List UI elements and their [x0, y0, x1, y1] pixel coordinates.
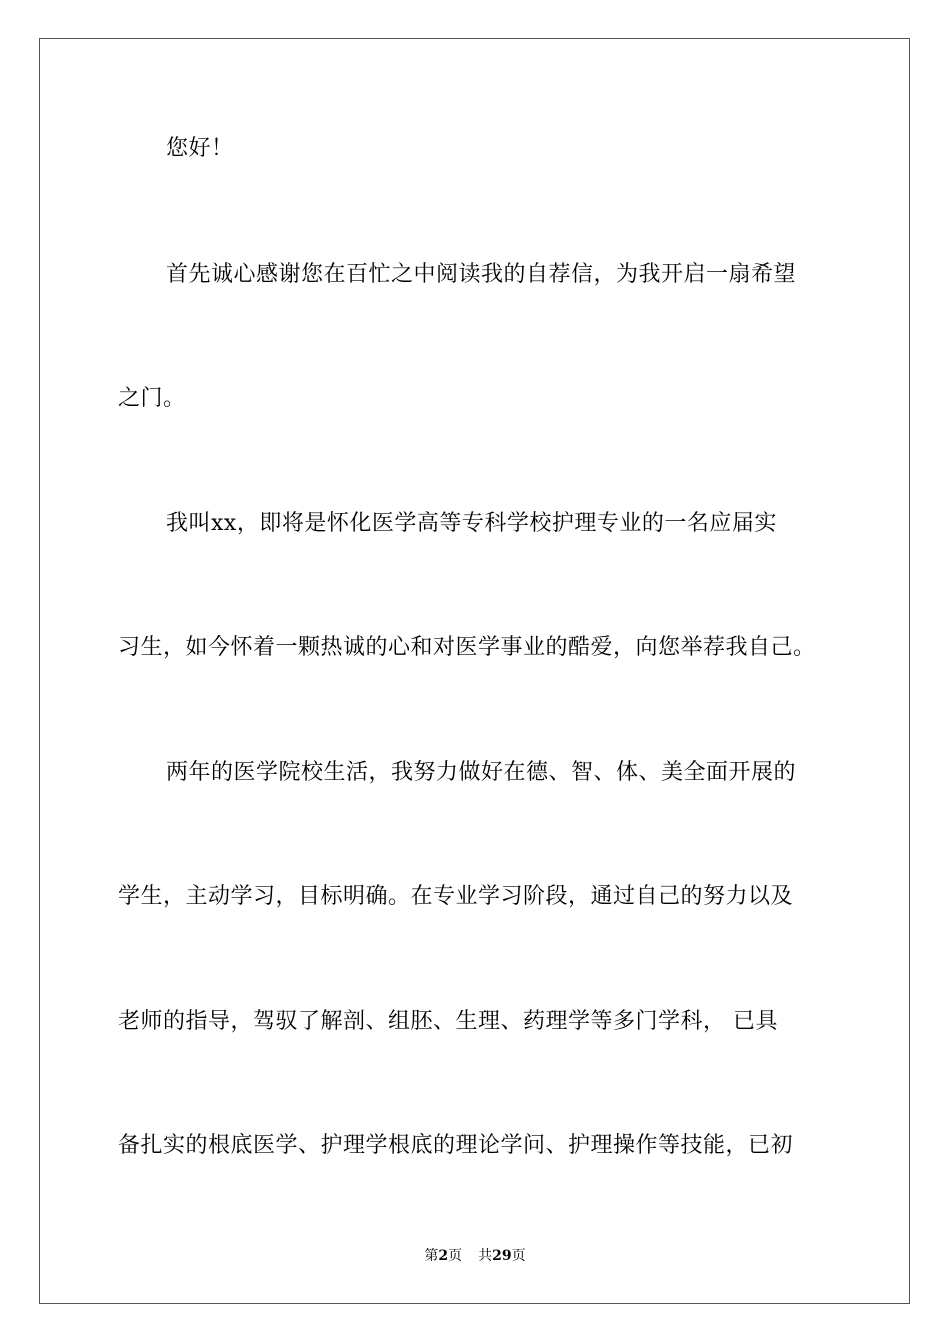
paragraph-line: 备扎实的根底医学、护理学根底的理论学问、护理操作等技能，已初: [118, 1133, 794, 1158]
footer-total-pages: 29: [492, 1248, 512, 1264]
paragraph-line: 我叫xx，即将是怀化医学高等专科学校护理专业的一名应届实: [166, 511, 777, 536]
paragraph-line: 首先诚心感谢您在百忙之中阅读我的自荐信，为我开启一扇希望: [166, 262, 797, 287]
footer-total-prefix: 共: [478, 1248, 493, 1264]
paragraph-line: 老师的指导，驾驭了解剖、组胚、生理、药理学等多门学科， 已具: [118, 1009, 778, 1034]
paragraph-line: 两年的医学院校生活，我努力做好在德、智、体、美全面开展的: [166, 760, 797, 785]
page-frame: [39, 38, 910, 1304]
paragraph-line: 之门。: [118, 386, 186, 411]
paragraph-line: 学生，主动学习，目标明确。在专业学习阶段，通过自己的努力以及: [118, 884, 794, 909]
footer-page-suffix: 页: [448, 1248, 463, 1264]
page-footer: [0, 1247, 950, 1265]
footer-page-number: 2: [438, 1248, 449, 1264]
footer-total-suffix: 页: [511, 1248, 526, 1264]
paragraph-line: 习生，如今怀着一颗热诚的心和对医学事业的酷爱，向您举荐我自己。: [118, 635, 816, 660]
footer-page-prefix: 第: [424, 1248, 439, 1264]
greeting-line: 您好！: [166, 136, 234, 161]
